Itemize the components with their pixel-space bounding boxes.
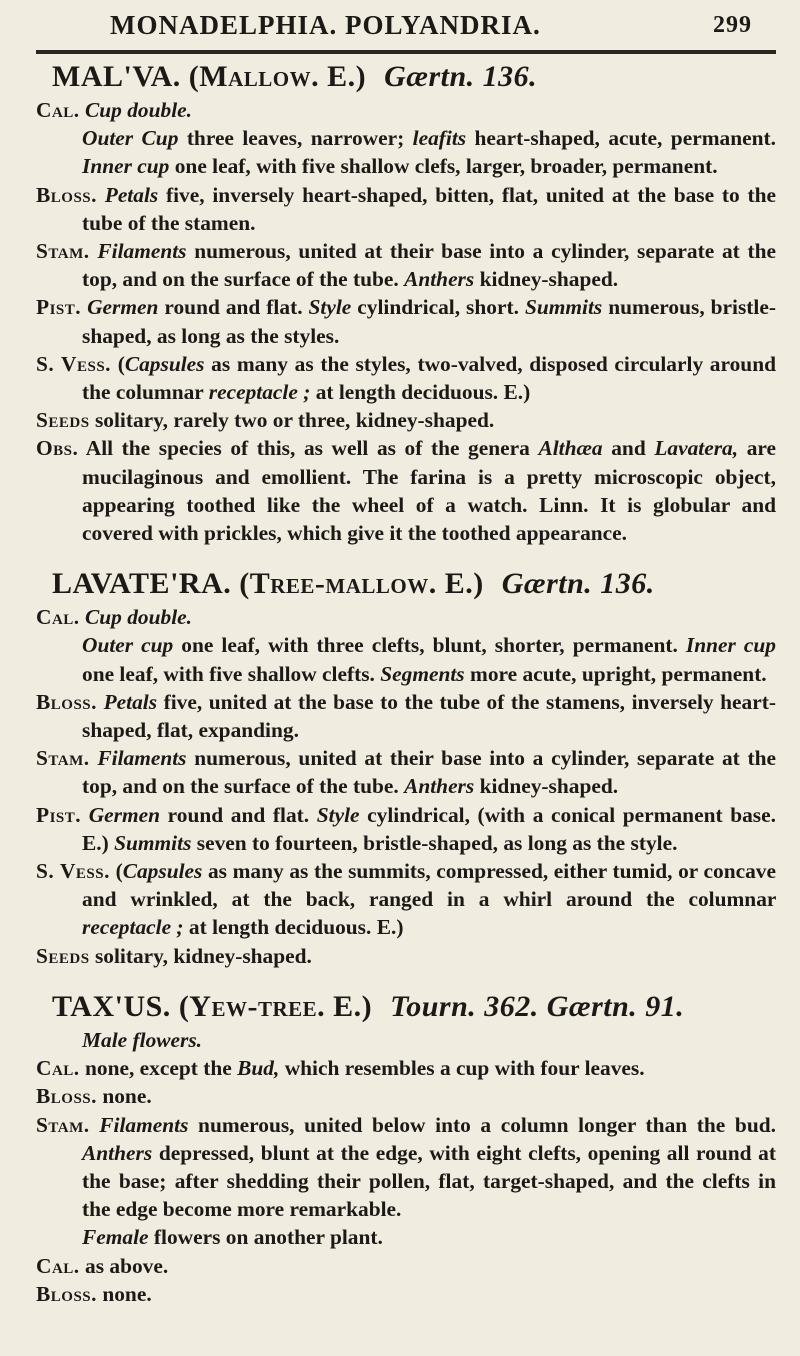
taxus-bloss: Bloss. none. <box>36 1084 152 1109</box>
malva-pist: Pist. Germen round and flat. Style cylindrical, short. Summits numerous, bristle-shaped, as long as the styles. <box>36 295 776 348</box>
genus-name: TAX'US. <box>52 989 171 1023</box>
lavatera-svess: S. Vess. (Capsules as many as the summits, compressed, either tumid, or concave and wrinkled, at the back, ranged in a whirl around the columnar receptacle ; at length deciduous. E.) <box>36 859 776 940</box>
lavatera-cal: Cal. Cup double. <box>36 605 192 630</box>
malva-cal: Cal. Cup double. <box>36 98 192 122</box>
running-head <box>36 0 776 50</box>
header-rule <box>36 50 776 54</box>
taxus-bloss2: Bloss. none. <box>36 1281 152 1306</box>
genus-common-name: (Tree-mallow. E.) <box>239 567 484 601</box>
taxus-female-heading: Female flowers on another plant. <box>82 1225 383 1250</box>
lavatera-seeds: Seeds solitary, kidney-shaped. <box>36 943 312 968</box>
genus-name: MAL'VA. <box>52 60 181 93</box>
lavatera-outer-cup: Outer cup one leaf, with three clefts, blunt, shorter, permanent. Inner cup one leaf, with five shallow clefts. Segments more acute, upright, permanent. <box>82 633 776 686</box>
genus-reference: Gærtn. 136. <box>501 567 655 601</box>
malva-obs: Obs. All the species of this, as well as of the genera Althæa and Lavatera, are mucilaginous and emollient. The farina is a pretty microscopic object, appearing toothed like the wheel of a watch. Linn. It is globular and covered with prickles, which give it the toothed appearance. <box>36 436 776 546</box>
malva-svess: S. Vess. (Capsules as many as the styles, two-valved, disposed circularly around the columnar receptacle ; at length deciduous. E.) <box>36 351 776 405</box>
genus-heading-taxus <box>52 990 776 1024</box>
malva-stam: Stam. Filaments numerous, united at their base into a cylinder, separate at the top, and on the surface of the tube. Anthers kidney-shaped. <box>36 239 776 292</box>
running-head-title: MONADELPHIA. POLYANDRIA. <box>110 10 541 40</box>
genus-common-name: (Mallow. E.) <box>188 60 367 93</box>
page-number: 299 <box>713 12 752 38</box>
malva-outer-cup: Outer Cup three leaves, narrower; leafits heart-shaped, acute, permanent. Inner cup one leaf, with five shallow clefs, larger, broader, permanent. <box>82 126 776 179</box>
genus-name: LAVATE'RA. <box>52 567 232 601</box>
taxus-cal2: Cal. as above. <box>36 1253 169 1278</box>
genus-common-name: (Yew-tree. E.) <box>178 989 373 1023</box>
taxus-cal: Cal. none, except the Bud, which resembles a cup with four leaves. <box>36 1056 645 1081</box>
lavatera-bloss: Bloss. Petals five, united at the base to the tube of the stamens, inversely heart-shaped, flat, expanding. <box>36 689 776 743</box>
genus-heading-malva <box>52 60 776 94</box>
genus-reference: Tourn. 362. Gærtn. 91. <box>390 989 685 1023</box>
genus-reference: Gærtn. 136. <box>384 60 538 93</box>
taxus-stam: Stam. Filaments numerous, united below into a column longer than the bud. Anthers depressed, blunt at the edge, with eight clefts, opening all round at the base; after shedding their pollen, flat, target-shaped, and the clefts in the edge become more remarkable. <box>36 1112 776 1222</box>
taxus-male-heading: Male flowers. <box>82 1027 203 1052</box>
malva-bloss: Bloss. Petals five, inversely heart-shaped, bitten, flat, united at the base to the tube of the stamen. <box>36 182 776 235</box>
lavatera-pist: Pist. Germen round and flat. Style cylindrical, (with a conical permanent base. E.) Summits seven to fourteen, bristle-shaped, as long as the style. <box>36 802 776 855</box>
lavatera-stam: Stam. Filaments numerous, united at their base into a cylinder, separate at the top, and on the surface of the tube. Anthers kidney-shaped. <box>36 746 776 799</box>
malva-seeds: Seeds solitary, rarely two or three, kidney-shaped. <box>36 408 495 433</box>
genus-heading-lavatera <box>52 567 776 601</box>
